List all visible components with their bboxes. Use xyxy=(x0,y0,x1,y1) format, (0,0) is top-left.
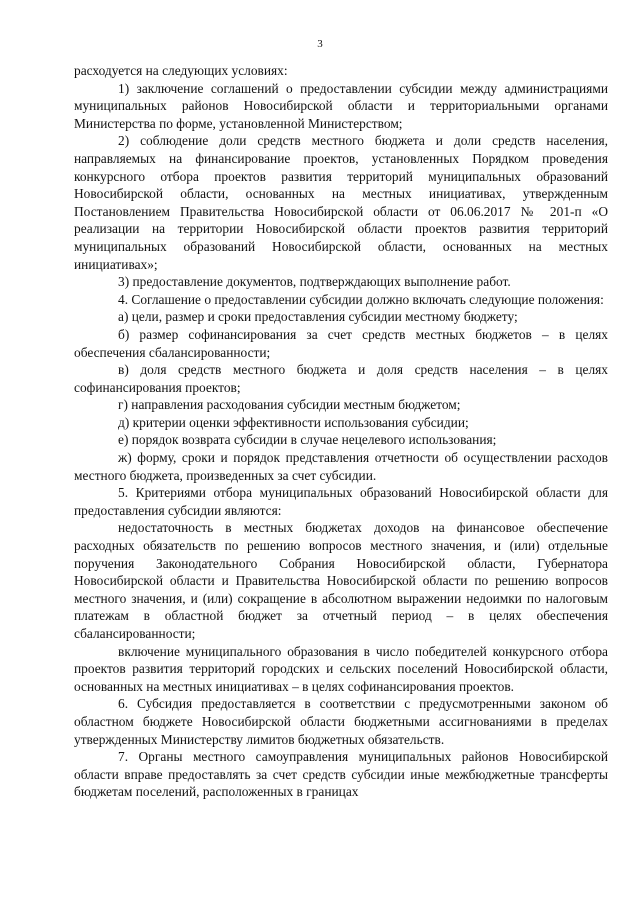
paragraph: г) направления расходования субсидии местным бюджетом; xyxy=(118,397,461,413)
paragraph: 1) заключение соглашений о предоставлении субсидии между администрациями муниципальных районов Новосибирской области и территориальными органами Министерства по форме, установленной Министерством; xyxy=(74,80,608,131)
paragraph: ж) форму, сроки и порядок представления отчетности об осуществлении расходов местного бюджета, произведенных за счет субсидии. xyxy=(74,450,608,483)
paragraph: расходуется на следующих условиях: xyxy=(74,63,288,78)
paragraph: 5. Критериями отбора муниципальных образований Новосибирской области для предоставления субсидии являются: xyxy=(74,485,608,518)
paragraph: 4. Соглашение о предоставлении субсидии должно включать следующие положения: xyxy=(118,291,604,307)
paragraph: 7. Органы местного самоуправления муниципальных районов Новосибирской области вправе предоставлять за счет средств субсидии иные межбюджетные трансферты бюджетам поселений, расположенных в границах xyxy=(74,749,608,800)
page-number: 3 xyxy=(317,38,323,50)
paragraph: недостаточность в местных бюджетах доходов на финансовое обеспечение расходных обязательств по решению вопросов местного значения, и (или) отдельные поручения Законодательного Собрания Новосибирской области, Губернатора Новосибирской области и Правительства Новосибирской области по решению вопросов местного значения, и (или) сокращение в абсолютном выражении недоимки по налоговым платежам в областной бюджет за отчетный период – в целях обеспечения сбалансированности; xyxy=(74,520,608,641)
paragraph: в) доля средств местного бюджета и доля средств населения – в целях софинансирования проектов; xyxy=(74,362,608,395)
document-body xyxy=(74,62,608,801)
paragraph: 6. Субсидия предоставляется в соответствии с предусмотренными законом об областном бюджете Новосибирской области бюджетными ассигнованиями в пределах утвержденных Министерству лимитов бюджетных обязательств. xyxy=(74,696,608,747)
paragraph: е) порядок возврата субсидии в случае нецелевого использования; xyxy=(118,432,497,448)
paragraph: д) критерии оценки эффективности использования субсидии; xyxy=(118,414,469,430)
paragraph: 3) предоставление документов, подтверждающих выполнение работ. xyxy=(118,274,511,290)
paragraph: а) цели, размер и сроки предоставления субсидии местному бюджету; xyxy=(118,309,518,325)
paragraph: б) размер софинансирования за счет средств местных бюджетов – в целях обеспечения сбалансированности; xyxy=(74,326,608,360)
paragraph: 2) соблюдение доли средств местного бюджета и доли средств населения, направляемых на финансирование проектов, установленных Порядком проведения конкурсного отбора проектов развития территорий муниципальных образований Новосибирской области, основанных на местных инициативах, утвержденным Постановлением Правительства Новосибирской области от 06.06.2017 № 201-п «О реализации на территории Новосибирской области проектов развития территорий муниципальных образований Новосибирской области, основанных на местных инициативах»; xyxy=(74,133,608,272)
paragraph: включение муниципального образования в число победителей конкурсного отбора проектов развития территорий городских и сельских поселений Новосибирской области, основанных на местных инициативах – в целях софинансирования проектов. xyxy=(74,643,608,694)
